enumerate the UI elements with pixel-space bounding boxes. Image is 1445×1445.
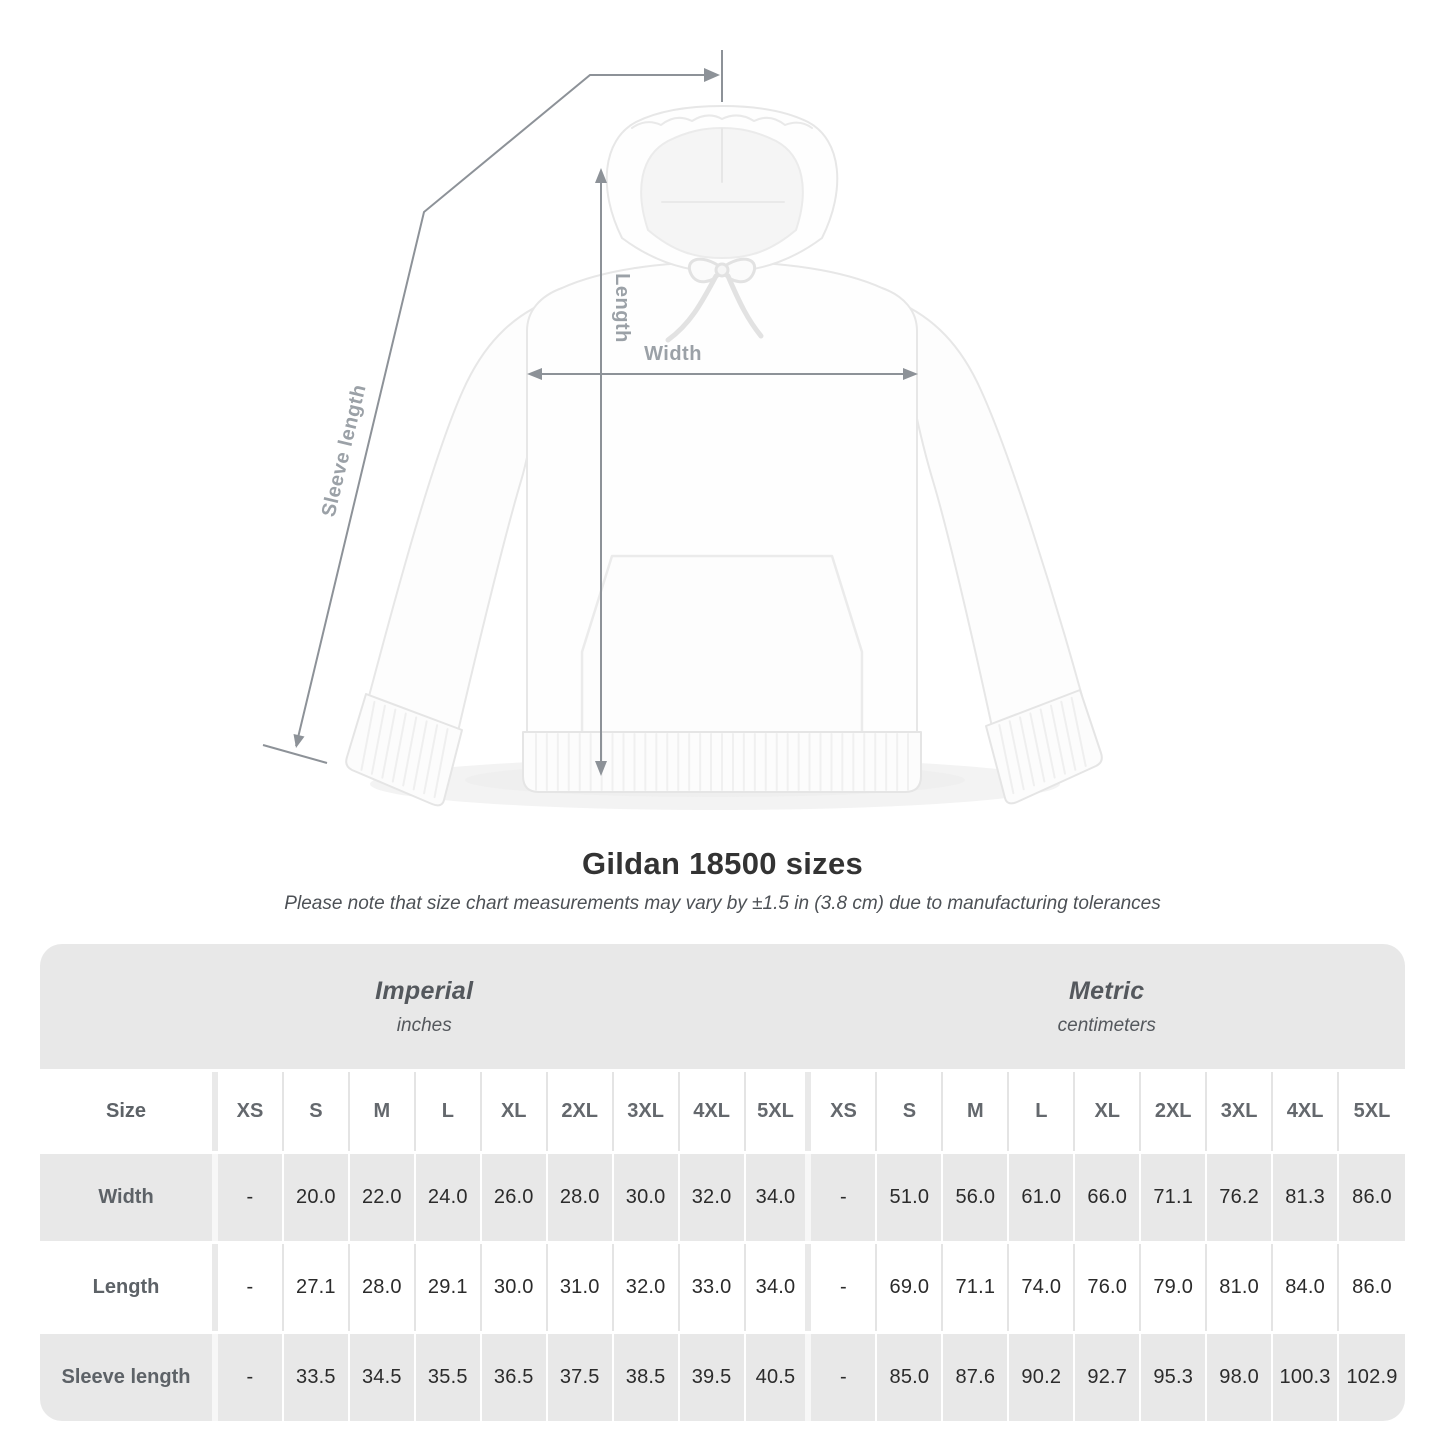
metric-group-header: [808, 944, 1405, 1069]
table-row-sleeve-length: [40, 1331, 1405, 1421]
cell-imperial-5xl: 34.0: [746, 1154, 812, 1241]
row-label: Length: [40, 1244, 218, 1331]
cell-imperial-xs: -: [218, 1154, 284, 1241]
sleeve-line-arrowhead-bottom: [294, 734, 305, 748]
unit-group-header-row: [40, 944, 1405, 1069]
cell-metric-4xl: 81.3: [1273, 1154, 1339, 1241]
cell-metric-4xl: 84.0: [1273, 1244, 1339, 1331]
cell-metric-m: 56.0: [943, 1154, 1009, 1241]
drawstring-knot: [716, 264, 728, 276]
cell-imperial-s: 33.5: [284, 1334, 350, 1421]
cell-imperial-m: 34.5: [350, 1334, 416, 1421]
cell-imperial-xl: 26.0: [482, 1154, 548, 1241]
size-header-metric-l: L: [1009, 1072, 1075, 1151]
cell-metric-4xl: 100.3: [1273, 1334, 1339, 1421]
width-label: Width: [644, 343, 702, 365]
hoodie-illustration: [346, 106, 1102, 805]
cell-imperial-xl: 36.5: [482, 1334, 548, 1421]
cell-metric-s: 51.0: [877, 1154, 943, 1241]
cell-imperial-xs: -: [218, 1244, 284, 1331]
cell-imperial-l: 29.1: [416, 1244, 482, 1331]
sleeve-length-label: Sleeve length: [317, 382, 371, 520]
length-label: Length: [611, 273, 633, 343]
cell-imperial-2xl: 28.0: [548, 1154, 614, 1241]
cell-metric-5xl: 102.9: [1346, 1366, 1398, 1388]
size-header-metric-s: S: [877, 1072, 943, 1151]
cell-imperial-l: 24.0: [416, 1154, 482, 1241]
size-header-imperial-3xl: 3XL: [614, 1072, 680, 1151]
cell-metric-s: 85.0: [877, 1334, 943, 1421]
cell-metric-2xl: 71.1: [1141, 1154, 1207, 1241]
cell-metric-3xl: 81.0: [1207, 1244, 1273, 1331]
size-header-imperial-l: L: [416, 1072, 482, 1151]
cell-imperial-2xl: 31.0: [548, 1244, 614, 1331]
size-header-metric-xl: XL: [1075, 1072, 1141, 1151]
size-header-imperial-m: M: [350, 1072, 416, 1151]
cell-imperial-s: 27.1: [284, 1244, 350, 1331]
cell-metric-3xl: 76.2: [1207, 1154, 1273, 1241]
cell-metric-xl: 66.0: [1075, 1154, 1141, 1241]
cell-metric-s: 69.0: [877, 1244, 943, 1331]
cell-imperial-4xl: 33.0: [680, 1244, 746, 1331]
size-header-imperial-xl: XL: [482, 1072, 548, 1151]
cell-imperial-l: 35.5: [416, 1334, 482, 1421]
page-title: Gildan 18500 sizes: [581, 846, 864, 881]
cell-imperial-5xl: 40.5: [746, 1334, 812, 1421]
size-header-imperial-5xl: 5XL: [746, 1072, 812, 1151]
size-header-metric-2xl: 2XL: [1141, 1072, 1207, 1151]
cell-imperial-3xl: 32.0: [614, 1244, 680, 1331]
size-header-imperial-s: S: [284, 1072, 350, 1151]
imperial-unit-label: inches: [396, 1014, 452, 1036]
size-table-body: [40, 1151, 1405, 1421]
cell-metric-5xl: 86.0: [1352, 1186, 1392, 1208]
cell-metric-l: 61.0: [1009, 1154, 1075, 1241]
cell-metric-m: 87.6: [943, 1334, 1009, 1421]
tolerance-note: Please note that size chart measurements may vary by ±1.5 in (3.8 cm) due to manufacturing tolerances: [284, 893, 1161, 914]
size-header-imperial-4xl: 4XL: [680, 1072, 746, 1151]
size-header-metric-5xl: 5XL: [1353, 1100, 1391, 1122]
size-header-metric-3xl: 3XL: [1207, 1072, 1273, 1151]
cell-imperial-3xl: 38.5: [614, 1334, 680, 1421]
size-header-imperial-2xl: 2XL: [548, 1072, 614, 1151]
cell-metric-3xl: 98.0: [1207, 1334, 1273, 1421]
cell-imperial-m: 22.0: [350, 1154, 416, 1241]
hoodie-hem: [523, 732, 921, 792]
size-column-title: Size: [40, 1072, 218, 1151]
metric-unit-label: centimeters: [1057, 1014, 1156, 1036]
cuff-reference-bar: [263, 745, 327, 763]
size-header-imperial-xs: XS: [218, 1072, 284, 1151]
imperial-label: Imperial: [375, 976, 474, 1005]
size-table: [40, 944, 1405, 1421]
cell-metric-5xl: 86.0: [1352, 1276, 1392, 1298]
hoodie-pocket: [582, 556, 862, 734]
metric-label: Metric: [1069, 976, 1145, 1005]
cell-metric-m: 71.1: [943, 1244, 1009, 1331]
cell-metric-xs: -: [811, 1244, 877, 1331]
cell-metric-xl: 76.0: [1075, 1244, 1141, 1331]
sleeve-line-arrowhead-right: [704, 68, 720, 82]
cell-imperial-m: 28.0: [350, 1244, 416, 1331]
table-row-length: [40, 1241, 1405, 1331]
cell-metric-xl: 92.7: [1075, 1334, 1141, 1421]
size-header-row: [40, 1069, 1405, 1151]
length-arrowhead-up: [595, 168, 607, 183]
cell-metric-2xl: 79.0: [1141, 1244, 1207, 1331]
cell-metric-xs: -: [811, 1154, 877, 1241]
cell-imperial-5xl: 34.0: [746, 1244, 812, 1331]
cell-imperial-xl: 30.0: [482, 1244, 548, 1331]
cell-metric-l: 90.2: [1009, 1334, 1075, 1421]
cell-imperial-4xl: 32.0: [680, 1154, 746, 1241]
cell-imperial-xs: -: [218, 1334, 284, 1421]
table-row-width: [40, 1151, 1405, 1241]
cell-metric-2xl: 95.3: [1141, 1334, 1207, 1421]
cell-metric-xs: -: [811, 1334, 877, 1421]
row-label: Width: [40, 1154, 218, 1241]
row-label: Sleeve length: [40, 1334, 218, 1421]
size-header-metric-xs: XS: [811, 1072, 877, 1151]
cell-imperial-s: 20.0: [284, 1154, 350, 1241]
cell-imperial-2xl: 37.5: [548, 1334, 614, 1421]
size-header-metric-4xl: 4XL: [1273, 1072, 1339, 1151]
imperial-group-header: [40, 944, 808, 1069]
cell-imperial-4xl: 39.5: [680, 1334, 746, 1421]
cell-metric-l: 74.0: [1009, 1244, 1075, 1331]
size-header-metric-m: M: [943, 1072, 1009, 1151]
cell-imperial-3xl: 30.0: [614, 1154, 680, 1241]
